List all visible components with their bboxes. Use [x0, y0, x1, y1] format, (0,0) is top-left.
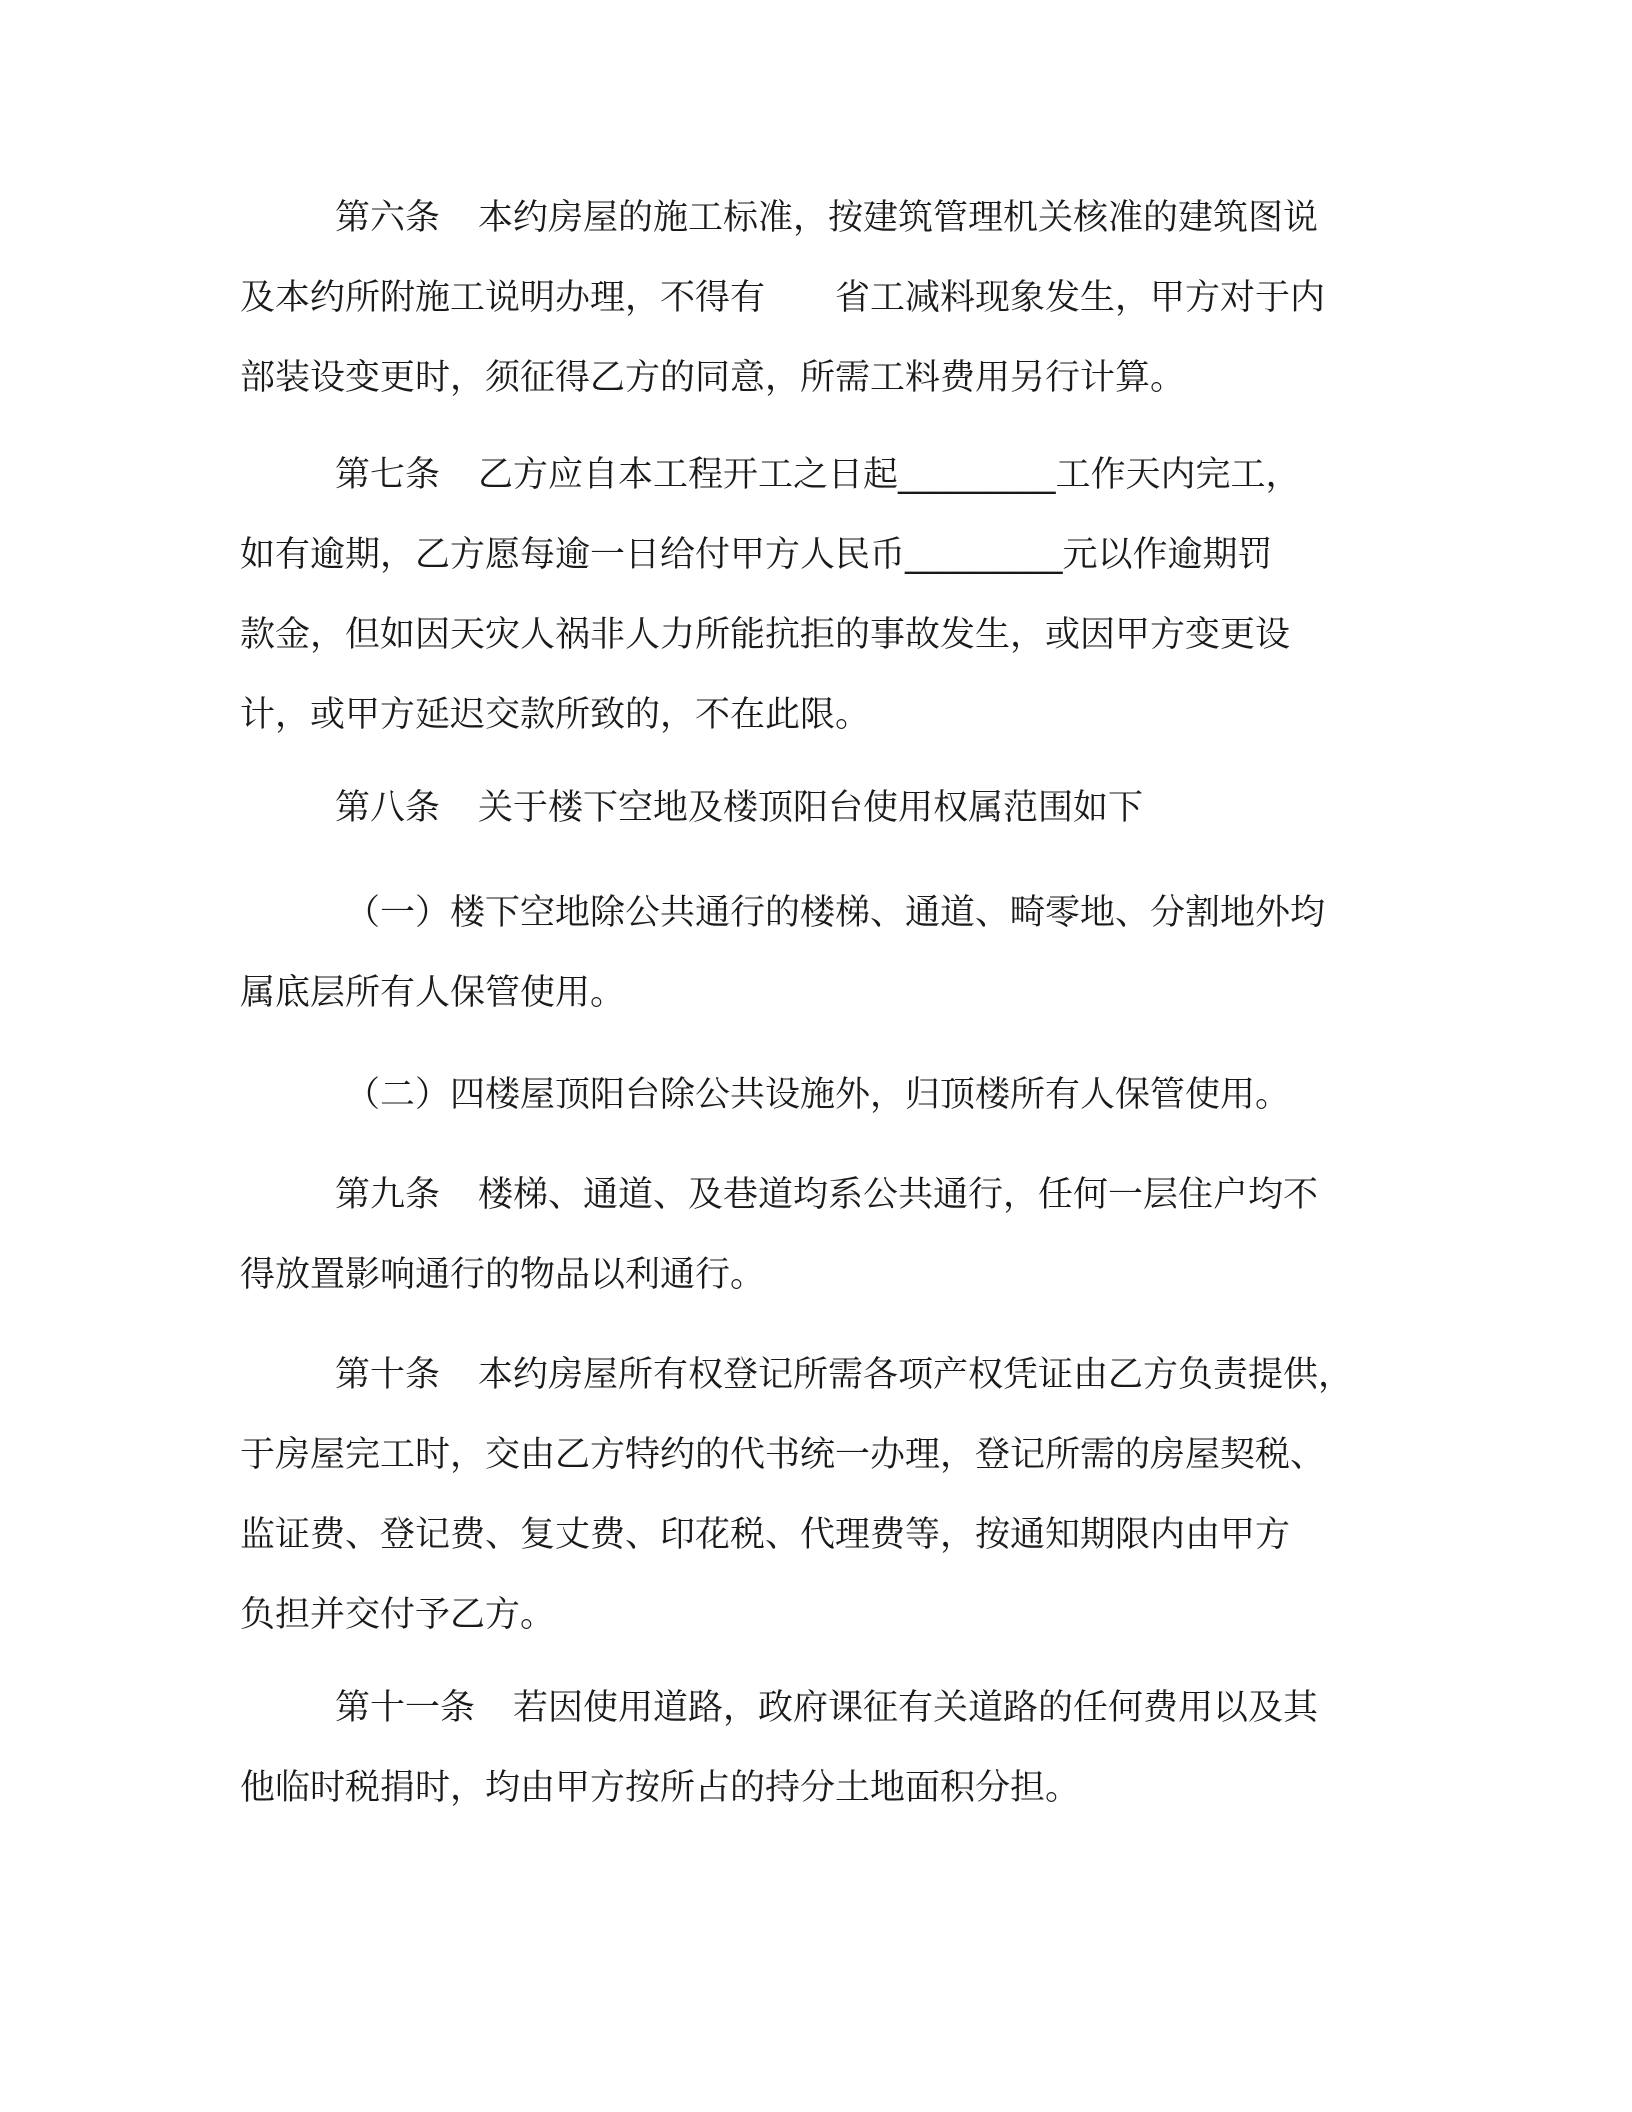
article-11 — [240, 1668, 1410, 1828]
article-7-line-2: 如有逾期，乙方愿每逾一日给付甲方人民币_________元以作逾期罚 — [240, 535, 1273, 575]
article-10-line-3: 监证费、登记费、复丈费、印花税、代理费等，按通知期限内由甲方 — [240, 1515, 1291, 1555]
article-10-line-2: 于房屋完工时，交由乙方特约的代书统一办理，登记所需的房屋契税、 — [240, 1435, 1326, 1475]
article-8 — [240, 768, 1410, 848]
article-10-line-4: 负担并交付予乙方。 — [240, 1595, 556, 1635]
article-11-line-2: 他临时税捐时，均由甲方按所占的持分土地面积分担。 — [240, 1768, 1081, 1808]
article-8-item-2-line-1: （二）四楼屋顶阳台除公共设施外，归顶楼所有人保管使用。 — [345, 1075, 1291, 1115]
article-6-line-3: 部装设变更时，须征得乙方的同意，所需工料费用另行计算。 — [240, 358, 1186, 398]
article-7-line-1: 第七条 乙方应自本工程开工之日起_________工作天内完工， — [335, 455, 1301, 495]
article-8-item-1 — [240, 873, 1410, 1033]
article-11-heading: 第十一条 — [335, 1688, 476, 1728]
article-8-item-1-line-2: 属底层所有人保管使用。 — [240, 973, 626, 1013]
article-11-line-1: 第十一条 若因使用道路，政府课征有关道路的任何费用以及其 — [335, 1688, 1319, 1728]
article-7-line-3: 款金，但如因天灾人祸非人力所能抗拒的事故发生，或因甲方变更设 — [240, 615, 1291, 655]
article-10-line-1: 第十条 本约房屋所有权登记所需各项产权凭证由乙方负责提供， — [335, 1355, 1354, 1395]
article-8-line-1: 第八条 关于楼下空地及楼顶阳台使用权属范围如下 — [335, 788, 1144, 828]
article-6-heading: 第六条 — [335, 198, 441, 238]
article-6 — [240, 178, 1410, 418]
article-7-heading: 第七条 — [335, 455, 441, 495]
article-9-heading: 第九条 — [335, 1175, 441, 1215]
article-8-item-2 — [240, 1055, 1410, 1135]
article-8-item-1-line-1: （一）楼下空地除公共通行的楼梯、通道、畸零地、分割地外均 — [345, 893, 1326, 933]
article-9 — [240, 1155, 1410, 1315]
article-8-heading: 第八条 — [335, 788, 441, 828]
article-9-line-1: 第九条 楼梯、通道、及巷道均系公共通行，任何一层住户均不 — [335, 1175, 1319, 1215]
article-10 — [240, 1335, 1410, 1655]
article-9-line-2: 得放置影响通行的物品以利通行。 — [240, 1255, 766, 1295]
article-7-line-4: 计，或甲方延迟交款所致的，不在此限。 — [240, 695, 871, 735]
article-6-line-2: 及本约所附施工说明办理，不得有 省工减料现象发生，甲方对于内 — [240, 278, 1326, 318]
article-7 — [240, 435, 1410, 755]
article-6-line-1: 第六条 本约房屋的施工标准，按建筑管理机关核准的建筑图说 — [335, 198, 1319, 238]
article-10-heading: 第十条 — [335, 1355, 441, 1395]
